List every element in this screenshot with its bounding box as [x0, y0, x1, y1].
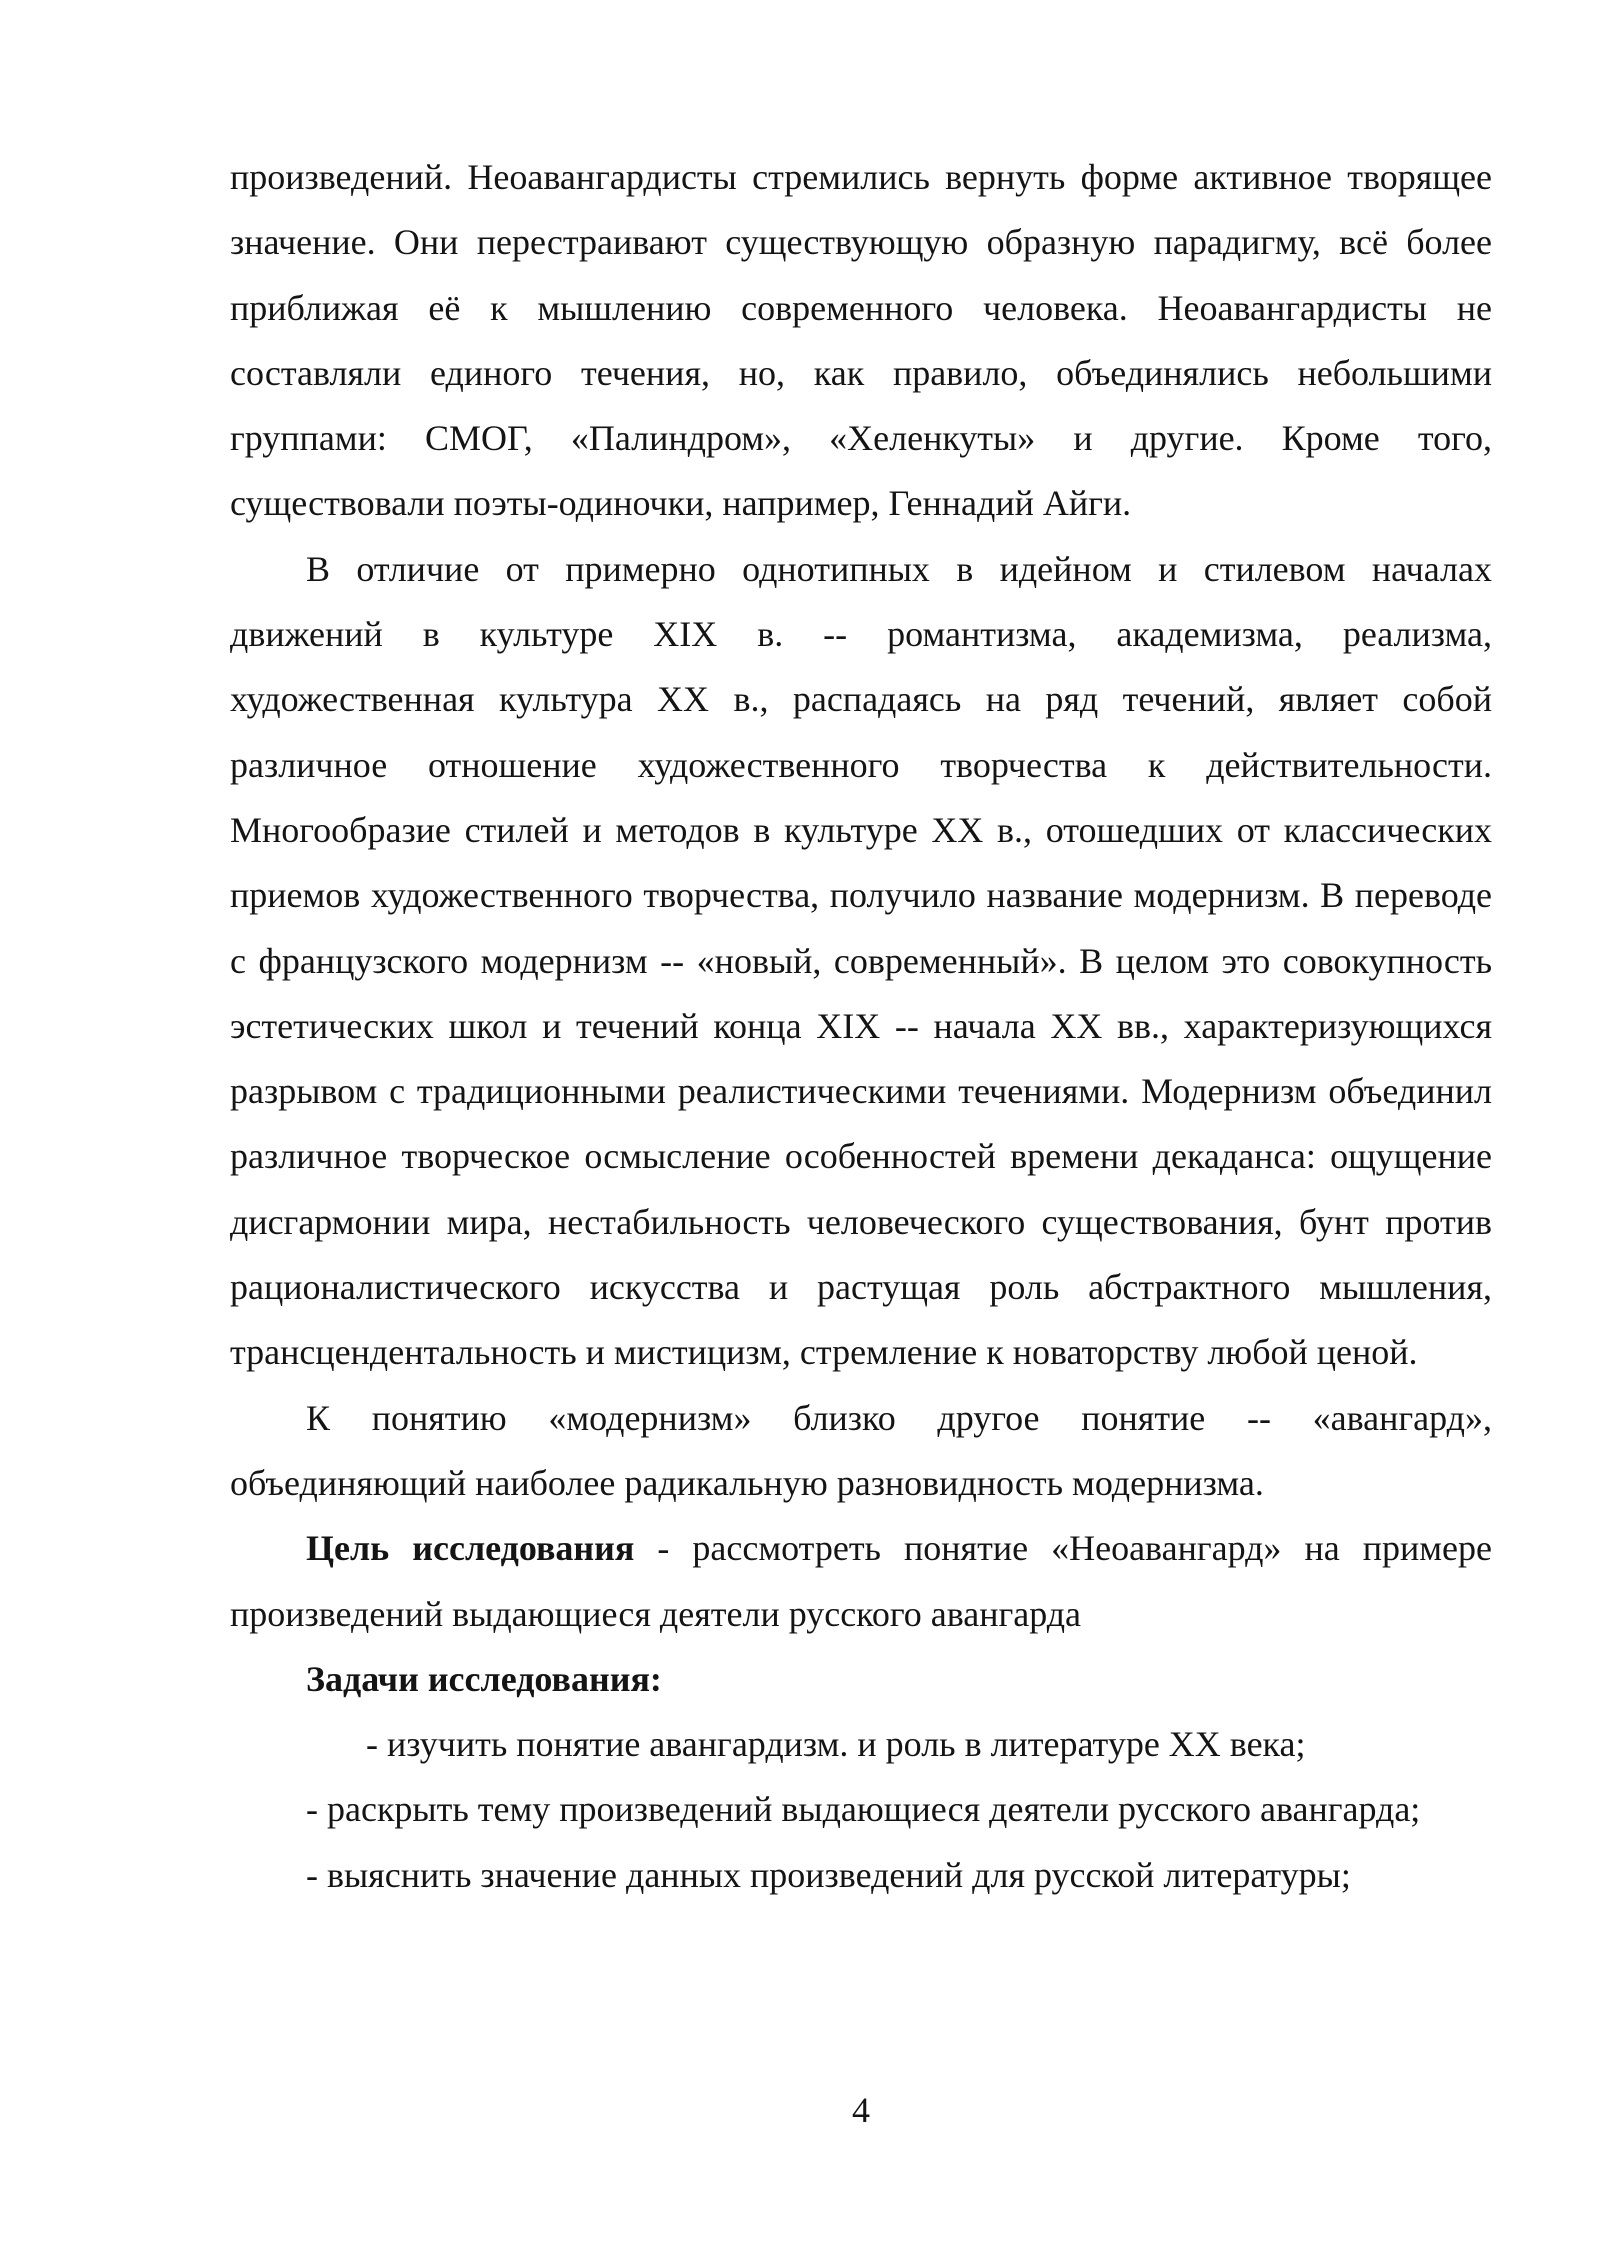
research-goal-text: - рассмотреть понятие «Неоавангард» на примере произведений выдающиеся деятели русского авангарда: [230, 1528, 1492, 1634]
page-number: 4: [852, 2090, 870, 2130]
research-task-item: - выяснить значение данных произведений для русской литературы;: [306, 1854, 1351, 1895]
research-tasks-heading: Задачи исследования:: [306, 1658, 662, 1699]
paragraph-modernism: В отличие от примерно однотипных в идейном и стилевом началах движений в культуре XIX в. -- романтизма, академизма, реализма, художественная культура XX в., распадаясь на ряд течений, являет собой различное отношение художественного творчества к действительности. Многообразие стилей и методов в культуре XX в., отошедших от классических приемов художественного творчества, получило название модернизм. В переводе с французского модернизм -- «новый, современный». В целом это совокупность эстетических школ и течений конца XIX -- начала XX вв., характеризующихся разрывом с традиционными реалистическими течениями. Модернизм объединил различное творческое осмысление особенностей времени декаданса: ощущение дисгармонии мира, нестабильность человеческого существования, бунт против рационалистического искусства и растущая роль абстрактного мышления, трансцендентальность и мистицизм, стремление к новаторству любой ценой.: [230, 548, 1492, 1373]
research-goal-label: Цель исследования: [306, 1528, 635, 1569]
paragraph-neo-avant-garde: произведений. Неоавангардисты стремились вернуть форме активное творящее значение. Они перестраивают существующую образную парадигму, всё более приближая её к мышлению современного человека. Неоавангардисты не составляли единого течения, но, как правило, объединялись небольшими группами: СМОГ, «Палиндром», «Хеленкуты» и другие. Кроме того, существовали поэты-одиночки, например, Геннадий Айги.: [230, 157, 1492, 524]
research-goal: [230, 1516, 1492, 1647]
research-task-item: - изучить понятие авангардизм. и роль в литературе XX века;: [366, 1724, 1306, 1765]
research-task-item: - раскрыть тему произведений выдающиеся деятели русского авангарда;: [306, 1789, 1421, 1830]
page-content: [230, 145, 1492, 1908]
paragraph-avant-garde: К понятию «модернизм» близко другое понятие -- «авангард», объединяющий наиболее радикальную разновидность модернизма.: [230, 1397, 1492, 1503]
